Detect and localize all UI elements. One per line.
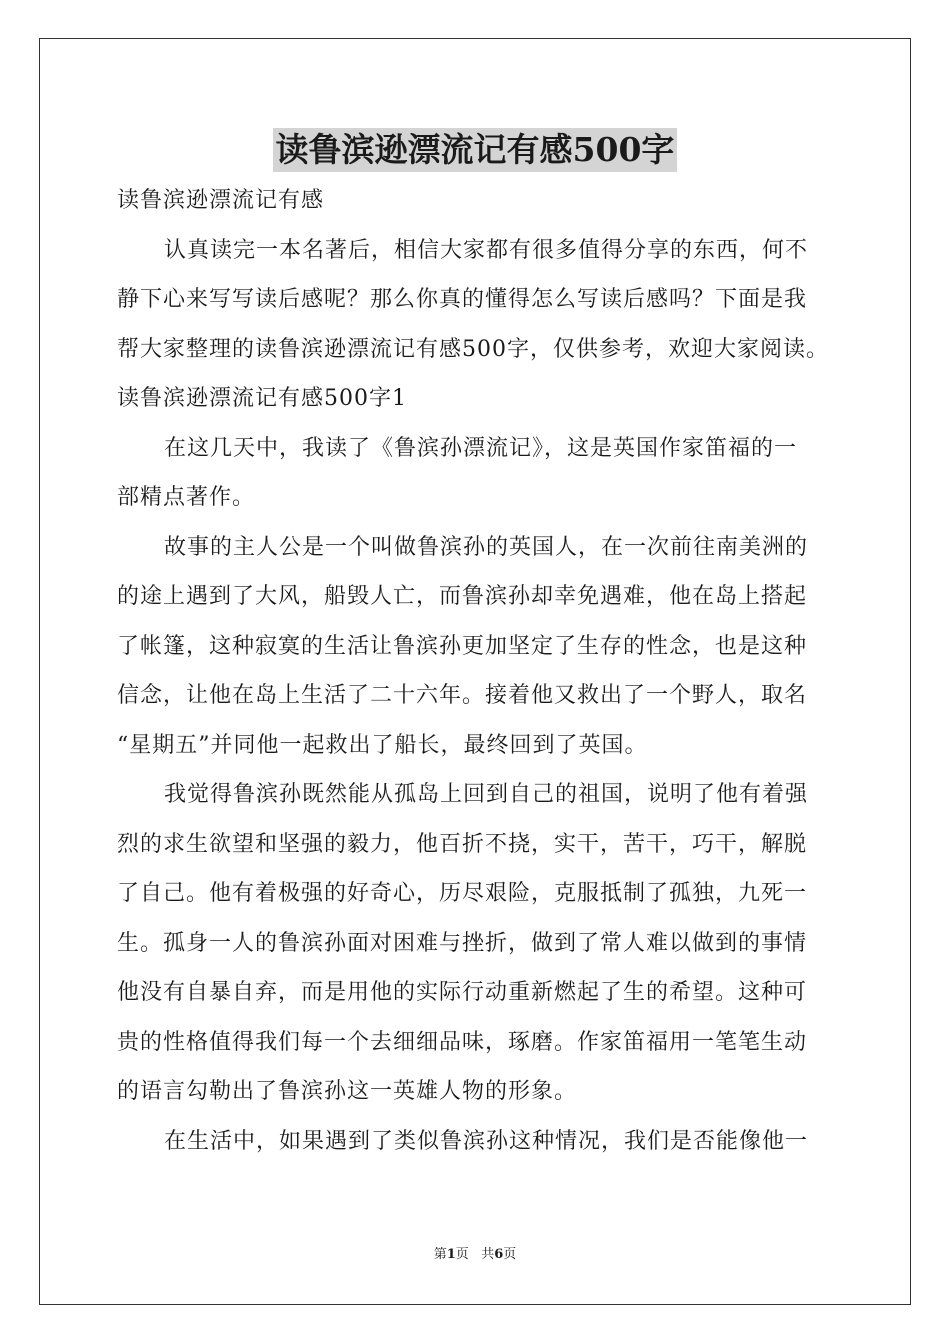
page-footer	[0, 1246, 950, 1264]
text-line: 贵的性格值得我们每一个去细细品味，琢磨。作家笛福用一笔笔生动	[117, 1029, 808, 1055]
text-line: 的语言勾勒出了鲁滨孙这一英雄人物的形象。	[117, 1079, 578, 1104]
page-total-suffix: 页	[503, 1247, 517, 1262]
title-container	[0, 128, 950, 172]
text-line: 我觉得鲁滨孙既然能从孤岛上回到自己的祖国，说明了他有着强	[164, 782, 809, 807]
text-line: 读鲁滨逊漂流记有感	[117, 188, 325, 213]
page-number-suffix: 页	[455, 1247, 469, 1262]
text-line: 在生活中，如果遇到了类似鲁滨孙这种情况，我们是否能像他一	[164, 1128, 809, 1154]
text-line: 生。孤身一人的鲁滨孙面对困难与挫折，做到了常人难以做到的事情	[117, 930, 808, 956]
text-line: 故事的主人公是一个叫做鲁滨孙的英国人，在一次前往南美洲的	[164, 534, 809, 560]
document-title: 读鲁滨逊漂流记有感500字	[273, 128, 678, 172]
text-line: 认真读完一本名著后，相信大家都有很多值得分享的东西，何不	[164, 237, 809, 263]
page-number-prefix: 第	[433, 1247, 447, 1262]
page-total-prefix: 共	[481, 1247, 495, 1262]
text-line: 在这几天中，我读了《鲁滨孙漂流记》，这是英国作家笛福的一	[164, 435, 798, 461]
page-total: 6	[494, 1247, 504, 1262]
text-line: 静下心来写写读后感呢？那么你真的懂得怎么写读后感吗？下面是我	[117, 287, 808, 312]
text-line: 了自己。他有着极强的好奇心，历尽艰险，克服抵制了孤独，九死一	[117, 881, 808, 906]
text-line: 帮大家整理的读鲁滨逊漂流记有感500字，仅供参考，欢迎大家阅读。	[117, 336, 829, 362]
page-number-current: 1	[446, 1247, 456, 1262]
document-body	[117, 176, 837, 1166]
text-line: 烈的求生欲望和坚强的毅力，他百折不挠，实干，苦干，巧干，解脱	[117, 831, 808, 857]
text-line: 的途上遇到了大风，船毁人亡，而鲁滨孙却幸免遇难，他在岛上搭起	[117, 584, 808, 609]
text-line: 部精点著作。	[117, 485, 256, 510]
text-line: 信念，让他在岛上生活了二十六年。接着他又救出了一个野人，取名	[117, 683, 808, 708]
text-line: 读鲁滨逊漂流记有感500字1	[117, 386, 407, 411]
text-line: “星期五”并同他一起救出了船长，最终回到了英国。	[117, 732, 648, 758]
text-line: 他没有自暴自弃，而是用他的实际行动重新燃起了生的希望。这种可	[117, 980, 808, 1005]
text-line: 了帐篷，这种寂寞的生活让鲁滨孙更加坚定了生存的性念，也是这种	[117, 633, 808, 659]
